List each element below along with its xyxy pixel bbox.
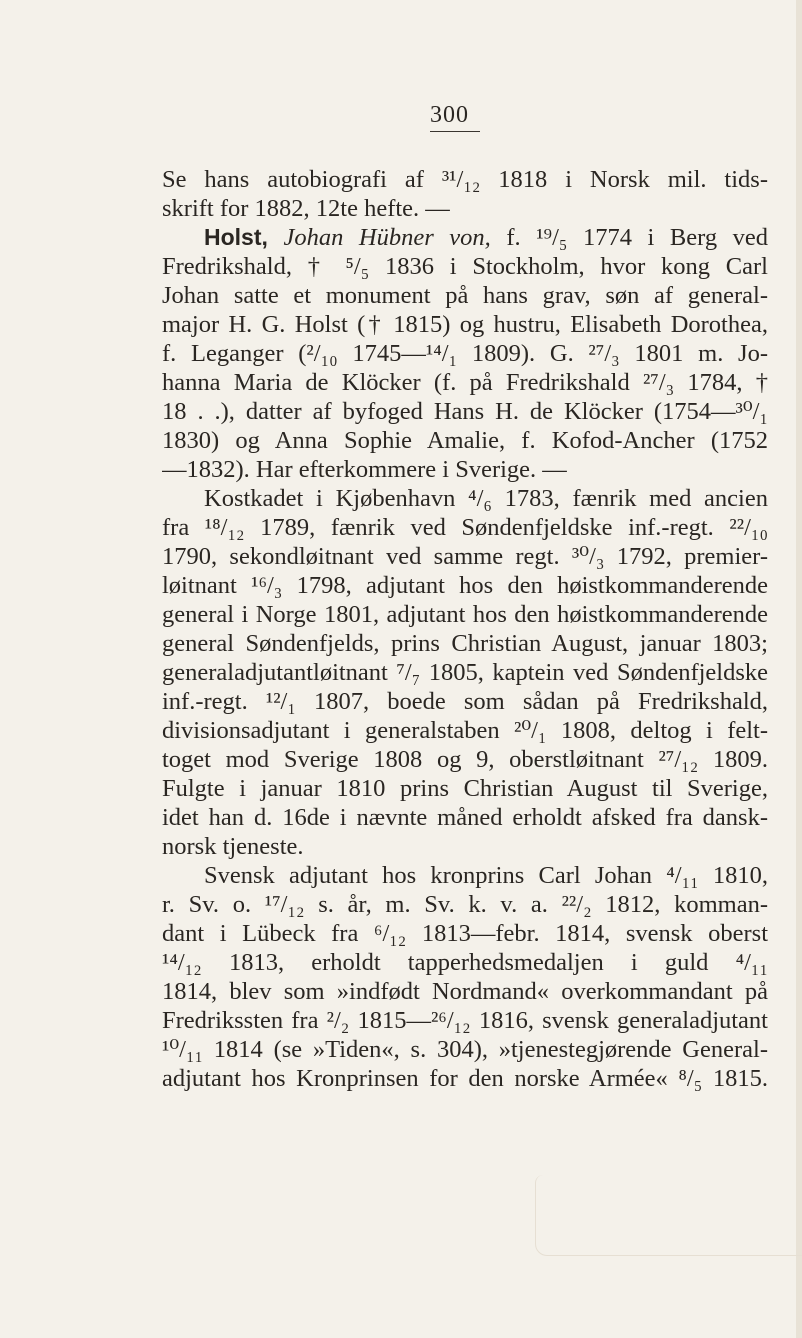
entry-birth: f. ¹⁹/₅ 1774 i Berg ved (506, 224, 768, 251)
text-line: ¹⁴/₁₂ 1813, erholdt tapperhedsmedaljen i guld ⁴/₁₁ (162, 949, 768, 976)
text-line: f. Leganger (²/₁₀ 1745—¹⁴/₁ 1809). G. ²⁷/₃ 1801 m. Jo- (162, 340, 768, 367)
text-line: Fulgte i januar 1810 prins Christian August til Sverige, (162, 775, 768, 802)
text-line: ¹⁰/₁₁ 1814 (se »Tiden«, s. 304), »tjenestegjørende General- (162, 1036, 768, 1063)
text-line: dant i Lübeck fra ⁶/₁₂ 1813—febr. 1814, svensk oberst (162, 920, 768, 947)
text-line: 18 . .), datter af byfoged Hans H. de Klöcker (1754—³⁰/₁ (162, 398, 768, 425)
text-line: løitnant ¹⁶/₃ 1798, adjutant hos den høistkommanderende (162, 572, 768, 599)
paper-mark (535, 1175, 802, 1256)
text-line: divisionsadjutant i generalstaben ²⁰/₁ 1808, deltog i felt- (162, 717, 768, 744)
text-line: fra ¹⁸/₁₂ 1789, fænrik ved Søndenfjeldske inf.-regt. ²²/₁₀ (162, 514, 768, 541)
text-line: 1814, blev som »indfødt Nordmand« overkommandant på (162, 978, 768, 1005)
text-line: adjutant hos Kronprinsen for den norske Armée« ⁸/₅ 1815. (162, 1065, 768, 1092)
entry-heading-line (162, 223, 768, 252)
text-line: idet han d. 16de i nævnte måned erholdt afsked fra dansk- (162, 804, 768, 831)
body-text (162, 165, 768, 1093)
text-line: Kostkadet i Kjøbenhavn ⁴/₆ 1783, fænrik med ancien (204, 485, 768, 512)
entry-given-names: Johan Hübner von, (283, 224, 491, 251)
text-line: toget mod Sverige 1808 og 9, oberstløitnant ²⁷/₁₂ 1809. (162, 746, 768, 773)
text-line: general i Norge 1801, adjutant hos den høistkommanderende (162, 601, 768, 628)
text-line: —1832). Har efterkommere i Sverige. — (162, 456, 567, 483)
text-line: hanna Maria de Klöcker (f. på Fredrikshald ²⁷/₃ 1784, † (162, 369, 768, 396)
text-line: general Søndenfjelds, prins Christian August, januar 1803; (162, 630, 768, 657)
text-line: Fredrikssten fra ²/₂ 1815—²⁶/₁₂ 1816, svensk generaladjutant (162, 1007, 768, 1034)
text-line: r. Sv. o. ¹⁷/₁₂ s. år, m. Sv. k. v. a. ²²/₂ 1812, komman- (162, 891, 768, 918)
text-line: Svensk adjutant hos kronprins Carl Johan ⁴/₁₁ 1810, (204, 862, 768, 889)
text-line: Fredrikshald, † ⁵/₅ 1836 i Stockholm, hvor kong Carl (162, 253, 768, 280)
text-line: 1790, sekondløitnant ved samme regt. ³⁰/₃ 1792, premier- (162, 543, 768, 570)
page-edge-shadow (796, 0, 802, 1338)
text-line: norsk tjeneste. (162, 833, 304, 860)
text-line: 1830) og Anna Sophie Amalie, f. Kofod-Ancher (1752 (162, 427, 768, 454)
page-number: 300 (430, 102, 469, 128)
text-line: inf.-regt. ¹²/₁ 1807, boede som sådan på Fredrikshald, (162, 688, 768, 715)
text-line: Se hans autobiografi af ³¹/₁₂ 1818 i Norsk mil. tids- (162, 166, 768, 193)
entry-surname: Holst, (204, 224, 268, 250)
text-line: generaladjutantløitnant ⁷/₇ 1805, kaptein ved Søndenfjeldske (162, 659, 768, 686)
page-number-rule (430, 131, 480, 132)
text-line: skrift for 1882, 12te hefte. — (162, 195, 450, 222)
text-line: Johan satte et monument på hans grav, søn af general- (162, 282, 768, 309)
text-line: major H. G. Holst († 1815) og hustru, Elisabeth Dorothea, (162, 311, 768, 338)
